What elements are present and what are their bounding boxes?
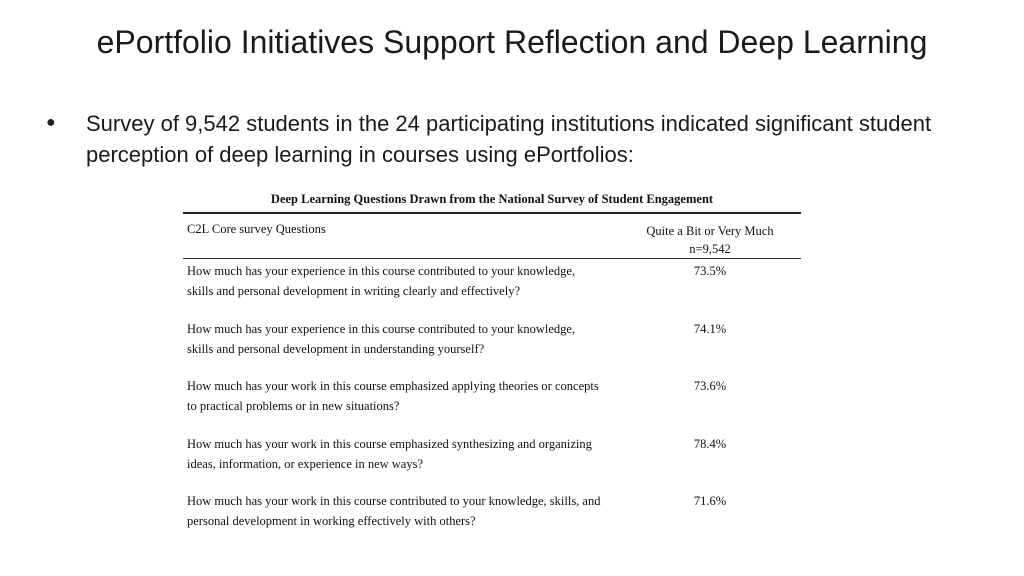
bullet-text: Survey of 9,542 students in the 24 participating institutions indicated significant student perception of deep learning in courses using ePortfolios: xyxy=(86,111,932,167)
row-percentage: 71.6% xyxy=(693,494,727,508)
row-question-line: to practical problems or in new situations? xyxy=(187,399,400,413)
row-question-line: skills and personal development in writing clearly and effectively? xyxy=(187,284,520,298)
table-body xyxy=(183,259,801,547)
row-question-line: How much has your work in this course emphasized synthesizing and organizing xyxy=(187,436,592,451)
table-row xyxy=(183,489,801,547)
row-question-line: How much has your experience in this course contributed to your knowledge, xyxy=(187,264,576,278)
row-question xyxy=(187,319,667,359)
header-percentage-label: Quite a Bit or Very Much xyxy=(646,224,774,238)
row-question-line: skills and personal development in understanding yourself? xyxy=(187,341,485,356)
table-caption: Deep Learning Questions Drawn from the National Survey of Student Engagement xyxy=(183,186,801,214)
row-question-line: How much has your work in this course contributed to your knowledge, skills, and xyxy=(187,494,601,508)
row-percentage: 73.5% xyxy=(693,264,727,278)
header-percentage xyxy=(625,222,795,258)
row-question xyxy=(187,376,667,416)
row-percentage: 78.4% xyxy=(693,436,727,451)
row-question xyxy=(187,434,667,474)
table-row xyxy=(183,432,801,490)
row-question xyxy=(187,261,667,301)
row-percentage: 74.1% xyxy=(693,321,727,336)
row-question-line: How much has your work in this course emphasized applying theories or concepts xyxy=(187,379,599,393)
bullet-item xyxy=(46,108,996,170)
header-question: C2L Core survey Questions xyxy=(187,222,326,236)
table-header xyxy=(183,214,801,259)
row-question-line: How much has your experience in this course contributed to your knowledge, xyxy=(187,321,576,336)
bullet-dot-icon: ● xyxy=(46,114,56,131)
survey-table xyxy=(183,186,801,547)
row-question xyxy=(187,491,667,531)
table-row xyxy=(183,317,801,375)
row-percentage: 73.6% xyxy=(693,379,727,393)
row-question-line: personal development in working effectively with others? xyxy=(187,514,476,528)
table-row xyxy=(183,374,801,432)
table-row xyxy=(183,259,801,317)
slide-title: ePortfolio Initiatives Support Reflection and Deep Learning xyxy=(96,24,928,60)
row-question-line: ideas, information, or experience in new ways? xyxy=(187,456,424,471)
header-sample-size: n=9,542 xyxy=(689,242,731,256)
